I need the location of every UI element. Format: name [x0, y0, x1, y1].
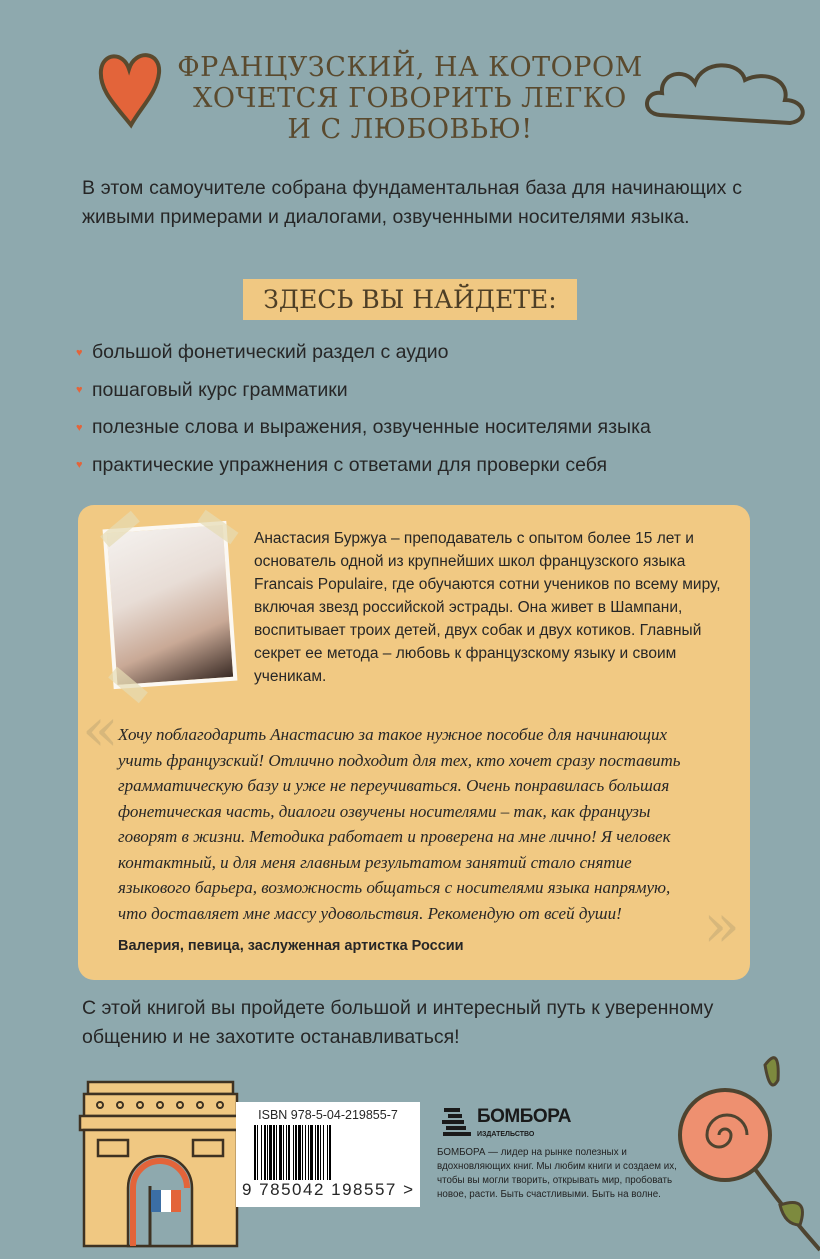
- outro-text: С этой книгой вы пройдете большой и интересный путь к уверенному общению и не захотите останавливаться!: [82, 997, 714, 1048]
- rose-illustration: [670, 1045, 820, 1255]
- features-list: [76, 334, 651, 484]
- list-item: [76, 334, 651, 372]
- headline: [150, 52, 670, 145]
- feature-text: полезные слова и выражения, озвученные носителями языка: [92, 416, 651, 439]
- bombora-logo-icon: [440, 1104, 474, 1140]
- isbn-text: ISBN 978-5-04-219855-7: [258, 1108, 398, 1122]
- publisher-name: БОМБОРА: [477, 1106, 571, 1127]
- headline-line: ХОЧЕТСЯ ГОВОРИТЬ ЛЕГКО: [193, 83, 627, 114]
- headline-line: И С ЛЮБОВЬЮ!: [287, 114, 533, 145]
- intro-text: В этом самоучителе собрана фундаментальная база для начинающих с живыми примерами и диалогами, озвученными носителями языка.: [82, 177, 742, 228]
- barcode-bar: [331, 1125, 332, 1180]
- publisher-sub: ИЗДАТЕЛЬСТВО: [477, 1131, 535, 1138]
- publisher-description: БОМБОРА — лидер на рынке полезных и вдохновляющих книг. Мы любим книги и создаем их, чтобы вы могли творить, открывать мир, пробовать новое, расти. Быть счастливыми. Быть на волне.: [437, 1147, 677, 1200]
- testimonial-quote: Хочу поблагодарить Анастасию за такое нужное пособие для начинающих учить французский! Отлично подходит для тех, кто хочет сразу поставить грамматическую базу и уже не переучиваться. Очень понравилась большая фонетическая часть, диалоги озвучены носителями – так, как французы говорят в жизни. Методика работает и проверена на мне лично! Я человек контактный, и для меня главным результатом занятий стало снятие языкового барьера, возможность общаться с носителями языка напрямую, что доставляет мне массу удовольствия. Рекомендую от всей души!: [118, 725, 681, 923]
- arc-de-triomphe-illustration: [78, 1078, 243, 1248]
- barcode: [236, 1102, 420, 1207]
- heart-bullet-icon: ♥: [76, 384, 83, 397]
- heart-bullet-icon: ♥: [76, 421, 83, 434]
- author-row: [108, 525, 732, 688]
- close-quote-icon: »: [703, 891, 740, 961]
- list-item: [76, 409, 651, 447]
- quote-author: Валерия, певица, заслуженная артистка России: [118, 938, 464, 954]
- heart-bullet-icon: ♥: [76, 459, 83, 472]
- heart-bullet-icon: ♥: [76, 346, 83, 359]
- features-label: ЗДЕСЬ ВЫ НАЙДЕТЕ:: [243, 279, 577, 320]
- list-item: [76, 372, 651, 410]
- open-quote-icon: «: [82, 695, 119, 765]
- author-box: [78, 505, 750, 980]
- list-item: [76, 447, 651, 485]
- author-photo: [103, 521, 238, 689]
- middle-section: [78, 505, 750, 1052]
- author-bio: Анастасия Буржуа – преподаватель с опытом более 15 лет и основатель одной из крупнейших школ французского языка Francais Populaire, где обучаются сотни учеников по всему миру, включая звезд российской эстрады. Она живет в Шампани, воспитывает троих детей, двух собак и двух котиков. Главный секрет ее метода – любовь к французскому языку и своим ученикам.: [254, 530, 721, 685]
- feature-text: большой фонетический раздел с аудио: [92, 341, 449, 364]
- feature-text: пошаговый курс грамматики: [92, 378, 348, 401]
- headline-line: ФРАНЦУЗСКИЙ, НА КОТОРОМ: [177, 52, 643, 83]
- barcode-bars: [254, 1125, 410, 1180]
- barcode-digits: 9 785042 198557 >: [242, 1180, 415, 1199]
- author-photo-frame: [108, 525, 232, 685]
- feature-text: практические упражнения с ответами для проверки себя: [92, 453, 608, 476]
